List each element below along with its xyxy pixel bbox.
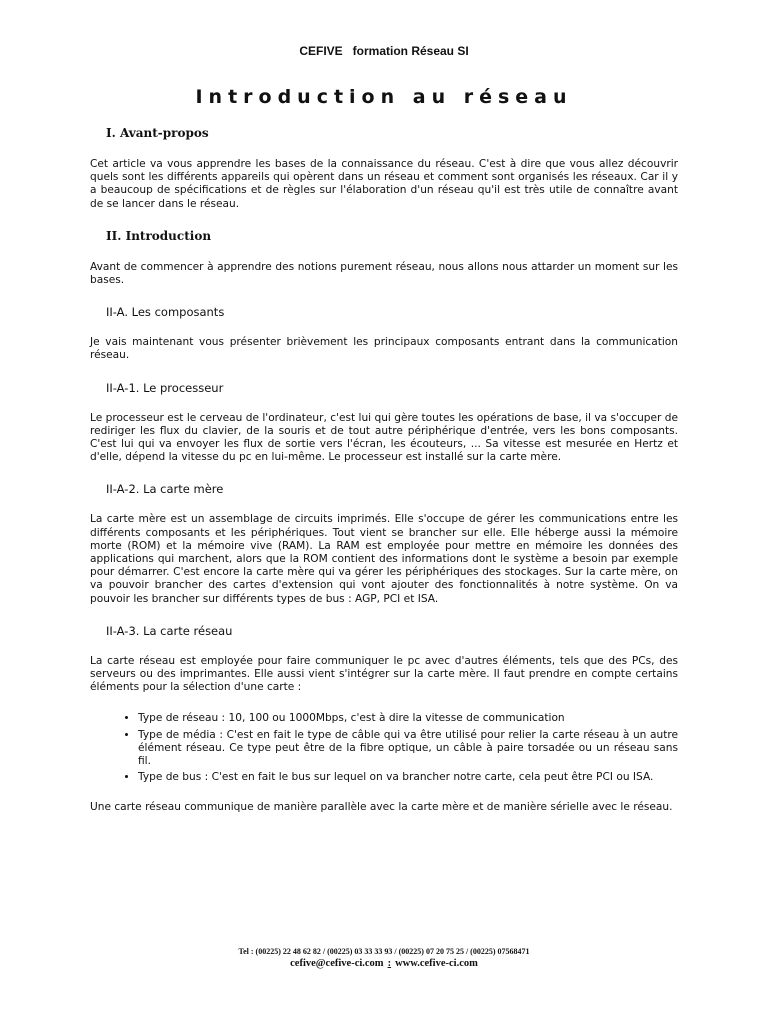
subsection-heading-carte-mere: II-A-2. La carte mère	[106, 482, 224, 497]
paragraph-processeur: Le processeur est le cerveau de l'ordinateur, c'est lui qui gère toutes les opérations de base, il va s'occuper de rediriger les flux du clavier, de la souris et de tout autre périphérique d'entrée, vers les bons composants. C'est lui qui va envoyer les flux de sortie vers l'écran, les écouteurs, ... Sa vitesse est mesurée en Hertz et d'elle, dépend la vitesse du pc en lui-même. Le processeur est installé sur la carte mère.	[90, 411, 678, 464]
paragraph-introduction: Avant de commencer à apprendre des notions purement réseau, nous allons nous attarder un moment sur les bases.	[90, 260, 678, 287]
footer-phone-numbers: Tel : (00225) 22 48 62 82 / (00225) 03 33 33 93 / (00225) 07 20 75 25 / (00225) 07568471	[238, 947, 530, 956]
page-header: CEFIVE formation Réseau SI	[299, 44, 469, 58]
paragraph-avant-propos: Cet article va vous apprendre les bases de la connaissance du réseau. C'est à dire que vous allez découvrir quels sont les différents appareils qui opèrent dans un réseau et comment sont organisés les réseaux. Car il y a beaucoup de spécifications et de règles sur l'élaboration d'un réseau qu'il est très utile de connaître avant de se lancer dans le réseau.	[90, 158, 678, 210]
footer-contact	[0, 958, 768, 969]
subsection-heading-carte-reseau: II-A-3. La carte réseau	[106, 623, 233, 638]
section-heading-avant-propos: I. Avant-propos	[106, 126, 209, 140]
footer-email: cefive@cefive-ci.com	[290, 958, 384, 969]
footer-separator: :	[387, 958, 392, 969]
subsection-heading-processeur: II-A-1. Le processeur	[106, 380, 224, 395]
paragraph-carte-reseau: La carte réseau est employée pour faire communiquer le pc avec d'autres éléments, tels que des PCs, des serveurs ou des imprimantes. Elle aussi vient s'intégrer sur la carte mère. Il faut prendre en compte certains éléments pour la sélection d'une carte :	[90, 654, 678, 694]
paragraph-composants: Je vais maintenant vous présenter brièvement les principaux composants entrant dans la communication réseau.	[90, 336, 678, 362]
bullet-list-criteria	[90, 712, 678, 784]
list-item: • Type de réseau : 10, 100 ou 1000Mbps, c'est à dire la vitesse de communication	[138, 712, 678, 725]
subsection-heading-composants: II-A. Les composants	[106, 305, 225, 320]
paragraph-carte-reseau-conclusion: Une carte réseau communique de manière parallèle avec la carte mère et de manière sérielle avec le réseau.	[90, 801, 673, 814]
list-item: • Type de bus : C'est en fait le bus sur lequel on va brancher notre carte, cela peut être PCI ou ISA.	[138, 771, 678, 784]
document-body	[90, 126, 678, 833]
section-heading-introduction: II. Introduction	[106, 228, 212, 243]
page-title: Introduction au réseau	[195, 86, 573, 108]
footer-website: www.cefive-ci.com	[395, 958, 478, 969]
list-item: • Type de média : C'est en fait le type de câble qui va être utilisé pour relier la carte réseau à un autre élément réseau. Ce type peut être de la fibre optique, un câble à paire torsadée ou un réseau sans fil.	[138, 729, 678, 769]
paragraph-carte-mere: La carte mère est un assemblage de circuits imprimés. Elle s'occupe de gérer les communications entre les différents composants et les périphériques. Tout vient se brancher sur elle. Elle héberge aussi la mémoire morte (ROM) et la mémoire vive (RAM). La RAM est employée pour mettre en mémoire les données des applications qui marchent, alors que la ROM contient des informations dont le système a besoin par exemple pour démarrer. C'est encore la carte mère qui va gérer les périphériques des stockages. Sur la carte mère, on va pouvoir brancher des cartes d'extension qui vont ajouter des fonctionnalités à notre système. On va pouvoir les brancher sur différents types de bus : AGP, PCI et ISA.	[90, 513, 678, 605]
